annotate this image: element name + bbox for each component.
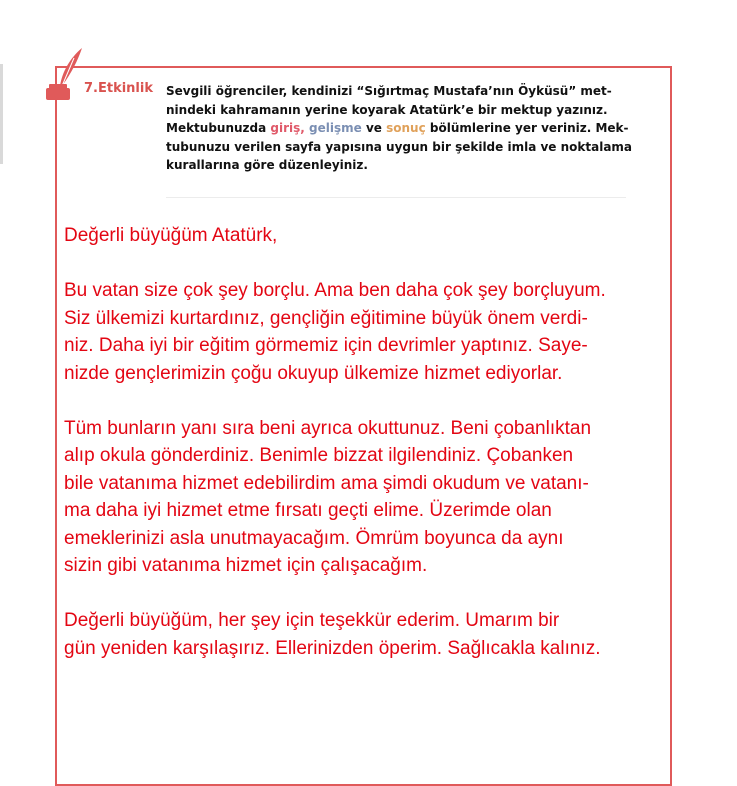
- keyword-giris: giriş,: [270, 121, 305, 135]
- instructions-line: nindeki kahramanın yerine koyarak Atatürk’e bir mektup yazınız.: [166, 102, 608, 117]
- letter-line: alıp okula gönderdiniz. Benimle bizzat ilgilendiniz. Çobanken: [64, 445, 574, 466]
- letter-line: nizde gençlerimizin çoğu okuyup ülkemize hizmet ediyorlar.: [64, 362, 563, 384]
- activity-label: 7.Etkinlik: [80, 81, 157, 96]
- instructions-text: bölümlerine yer veriniz. Mek-: [425, 121, 629, 135]
- instructions-text: Mektubunuzda: [166, 121, 271, 135]
- letter-line: Değerli büyüğüm, her şey için teşekkür ederim. Umarım bir: [64, 610, 560, 631]
- letter-line: gün yeniden karşılaşırız. Ellerinizden öperim. Sağlıcakla kalınız.: [64, 637, 601, 659]
- letter-paragraph-closing: [64, 607, 664, 662]
- letter-line: Bu vatan size çok şey borçlu. Ama ben daha çok şey borçluyum.: [64, 280, 606, 301]
- instructions-text: ve: [361, 121, 387, 135]
- activity-instructions: [166, 82, 634, 175]
- letter-greeting: Değerli büyüğüm Atatürk,: [64, 225, 278, 246]
- instructions-line: kurallarına göre düzenleyiniz.: [166, 158, 368, 172]
- letter-line: ma daha iyi hizmet etme fırsatı geçti elime. Üzerimde olan: [64, 500, 552, 521]
- letter-line: niz. Daha iyi bir eğitim görmemiz için devrimler yaptınız. Saye-: [64, 335, 588, 356]
- letter-line: Siz ülkemizi kurtardınız, gençliğin eğitimine büyük önem verdi-: [64, 307, 588, 329]
- instructions-line: Sevgili öğrenciler, kendinizi “Sığırtmaç Mustafa’nın Öyküsü” met-: [166, 84, 612, 98]
- keyword-sonuc: sonuç: [386, 121, 426, 135]
- page-edge-mark: [0, 64, 3, 164]
- letter-line: bile vatanıma hizmet edebilirdim ama şimdi okudum ve vatanı-: [64, 472, 589, 494]
- divider: [166, 197, 626, 198]
- keyword-gelisme: gelişme: [309, 121, 362, 135]
- letter-paragraph-body: [64, 415, 664, 580]
- instructions-line: [166, 119, 634, 138]
- letter-paragraph-intro: [64, 277, 664, 387]
- letter-line: emeklerinizi asla unutmayacağım. Ömrüm boyunca da aynı: [64, 527, 564, 549]
- letter-line: sizin gibi vatanıma hizmet için çalışacağım.: [64, 555, 428, 576]
- instructions-line: tubunuzu verilen sayfa yapısına uygun bir şekilde imla ve noktalama: [166, 139, 633, 154]
- letter-line: Tüm bunların yanı sıra beni ayrıca okuttunuz. Beni çobanlıktan: [64, 417, 592, 439]
- letter-body: [64, 222, 664, 690]
